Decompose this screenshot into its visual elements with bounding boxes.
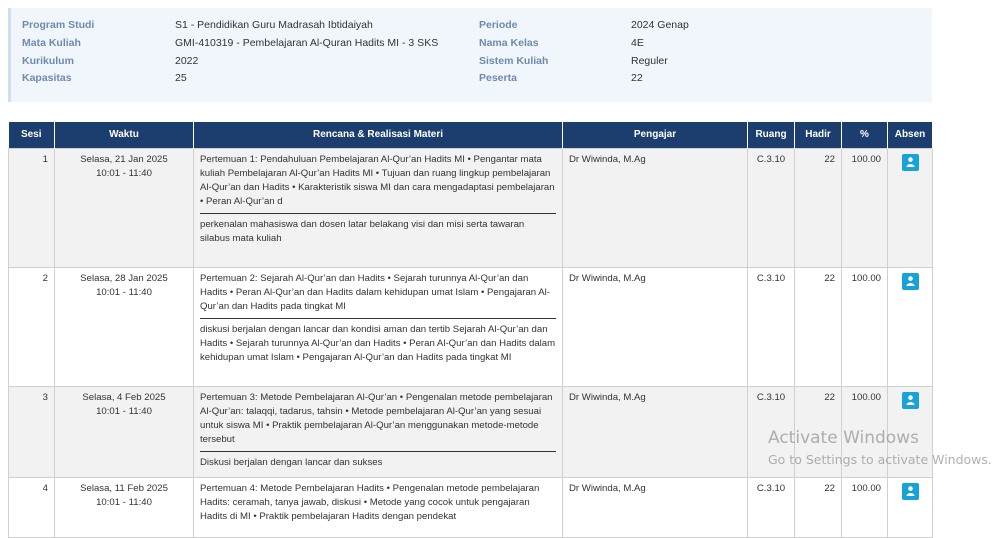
pengajar-cell: Dr Wiwinda, M.Ag [563,477,748,537]
header-waktu: Waktu [55,122,194,148]
header-hadir: Hadir [795,122,842,148]
hadir-cell: 22 [795,148,842,267]
ruang-cell: C.3.10 [748,386,795,477]
watermark-title: Activate Windows [768,428,919,448]
user-icon [906,276,915,286]
user-icon [906,486,915,496]
waktu-cell [55,148,194,267]
sesi-cell: 4 [9,477,55,537]
kurikulum-value: 2022 [175,55,199,67]
persen-cell: 100.00 [842,148,888,267]
rencana-materi: Pertemuan 1: Pendahuluan Pembelajaran Al-Qur’an Hadits MI • Pengantar mata kuliah Pembelajaran Al-Qur’an Hadits MI • Tujuan dan ruang lingkup pembelajaran Al-Qur’an dan Hadits • Karakteristik siswa MI dan cara mengadaptasi pembelajaran • Peran Al-Qur’an d [200,153,556,214]
persen-cell: 100.00 [842,267,888,386]
table-row [9,148,933,267]
kapasitas-label: Kapasitas [22,72,72,84]
hadir-cell: 22 [795,477,842,537]
course-info-panel [8,8,932,102]
waktu-cell [55,386,194,477]
realisasi-materi: Diskusi berjalan dengan lancar dan sukses [200,456,383,468]
materi-cell [194,477,563,537]
header-pengajar: Pengajar [563,122,748,148]
header-persen: % [842,122,888,148]
program-studi-value: S1 - Pendidikan Guru Madrasah Ibtidaiyah [175,19,373,31]
pengajar-cell: Dr Wiwinda, M.Ag [563,148,748,267]
schedule-table [8,122,933,538]
absen-button[interactable] [902,273,919,290]
mata-kuliah-label: Mata Kuliah [22,37,81,49]
jam: 10:01 - 11:40 [96,286,152,298]
header-sesi: Sesi [9,122,55,148]
absen-button[interactable] [902,392,919,409]
absen-button[interactable] [902,483,919,500]
absen-button[interactable] [902,154,919,171]
nama-kelas-label: Nama Kelas [479,37,539,49]
persen-cell: 100.00 [842,477,888,537]
program-studi-label: Program Studi [22,19,95,31]
materi-cell [194,267,563,386]
activate-windows-watermark [768,428,992,467]
waktu-cell [55,477,194,537]
tanggal: Selasa, 28 Jan 2025 [80,272,168,284]
table-row [9,477,933,537]
sistem-kuliah-label: Sistem Kuliah [479,55,549,67]
absen-cell [888,477,933,537]
nama-kelas-value: 4E [631,37,644,49]
realisasi-materi: perkenalan mahasiswa dan dosen latar belakang visi dan misi serta tawaran silabus mata kuliah [200,218,525,244]
hadir-cell: 22 [795,267,842,386]
table-header-row [9,122,933,148]
peserta-label: Peserta [479,72,517,84]
header-materi: Rencana & Realisasi Materi [194,122,563,148]
sistem-kuliah-value: Reguler [631,55,668,67]
sesi-cell: 1 [9,148,55,267]
kapasitas-value: 25 [175,72,187,84]
jam: 10:01 - 11:40 [96,496,152,508]
materi-cell [194,148,563,267]
absen-cell [888,148,933,267]
rencana-materi: Pertemuan 2: Sejarah Al-Qur’an dan Hadits • Sejarah turunnya Al-Qur’an dan Hadits • Peran Al-Qur’an dan Hadits dalam kehidupan umat Islam • Pengajaran Al-Qur’an dan Hadits pada tingkat MI [200,272,556,319]
ruang-cell: C.3.10 [748,477,795,537]
kurikulum-label: Kurikulum [22,55,74,67]
tanggal: Selasa, 4 Feb 2025 [82,391,166,403]
ruang-cell: C.3.10 [748,148,795,267]
user-icon [906,395,915,405]
watermark-subtitle: Go to Settings to activate Windows. [768,452,992,467]
periode-value: 2024 Genap [631,19,689,31]
pengajar-cell: Dr Wiwinda, M.Ag [563,267,748,386]
peserta-value: 22 [631,72,643,84]
sesi-cell: 3 [9,386,55,477]
ruang-cell: C.3.10 [748,267,795,386]
mata-kuliah-value: GMI-410319 - Pembelajaran Al-Quran Hadits MI - 3 SKS [175,37,439,49]
tanggal: Selasa, 21 Jan 2025 [80,153,168,165]
pengajar-cell: Dr Wiwinda, M.Ag [563,386,748,477]
rencana-materi: Pertemuan 4: Metode Pembelajaran Hadits • Pengenalan metode pembelajaran Hadits: ceramah, tanya jawab, diskusi • Metode yang cocok untuk pengajaran Hadits di MI • Praktik pembelajaran Hadits dengan pendekat [200,482,540,522]
realisasi-materi: diskusi berjalan dengan lancar dan kondisi aman dan tertib Sejarah Al-Qur’an dan Hadits • Sejarah turunnya Al-Qur’an dan Hadits • Peran Al-Qur’an dan Hadits dalam kehidupan umat Islam • Pengajaran Al-Qur’an dan Hadits pada tingkat MI [200,323,556,363]
tanggal: Selasa, 11 Feb 2025 [80,482,168,494]
jam: 10:01 - 11:40 [96,167,152,179]
sesi-cell: 2 [9,267,55,386]
periode-label: Periode [479,19,518,31]
absen-cell [888,267,933,386]
header-absen: Absen [888,122,933,148]
header-ruang: Ruang [748,122,795,148]
jam: 10:01 - 11:40 [96,405,152,417]
rencana-materi: Pertemuan 3: Metode Pembelajaran Al-Qur’an • Pengenalan metode pembelajaran Al-Qur’an: talaqqi, tadarus, tahsin • Metode pembelajaran Al-Qur’an yang sesuai untuk siswa MI • Praktik pembelajaran Al-Qur’an menggunakan metode-metode tersebut [200,391,556,452]
persen-cell: 100.00 [842,386,888,477]
waktu-cell [55,267,194,386]
materi-cell [194,386,563,477]
hadir-cell: 22 [795,386,842,477]
user-icon [906,157,915,167]
table-row [9,267,933,386]
